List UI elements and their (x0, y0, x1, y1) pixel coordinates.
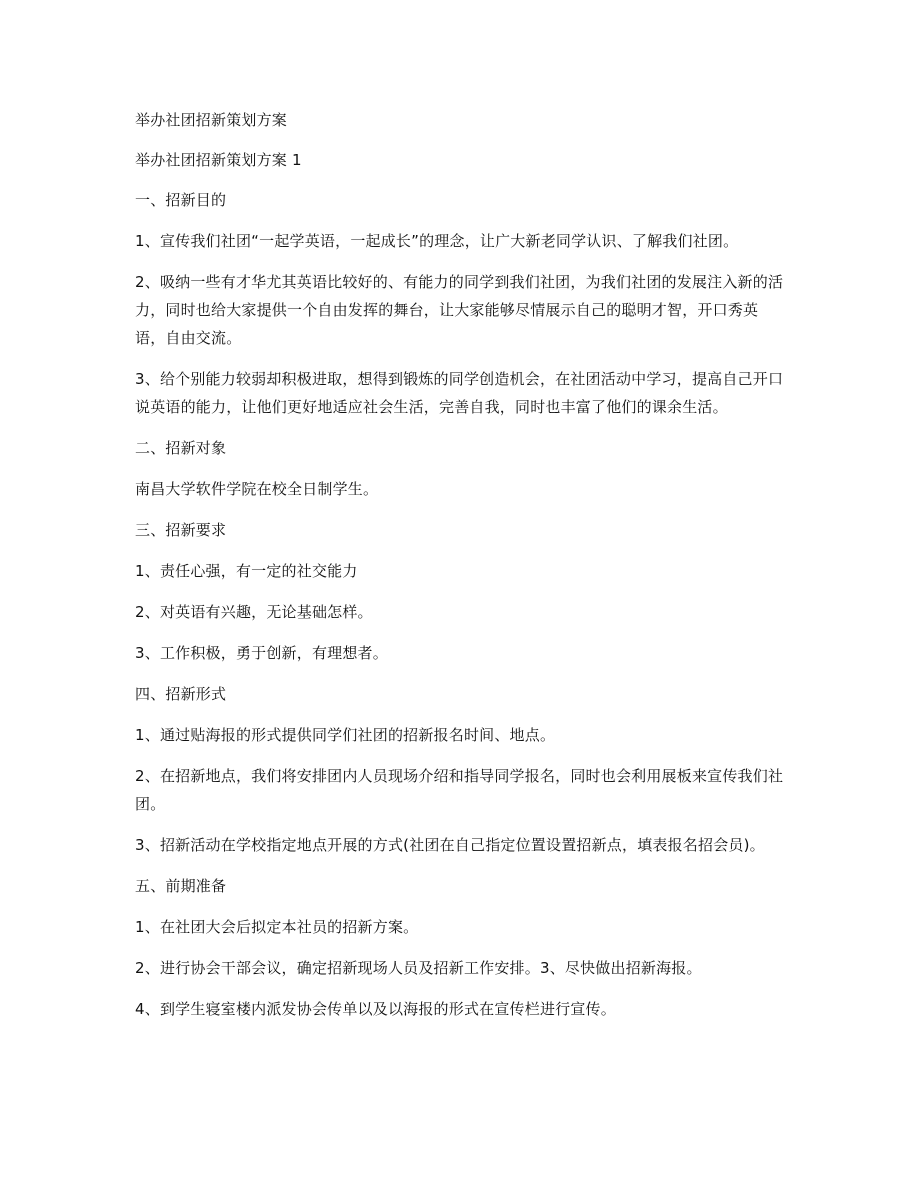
document-title: 举办社团招新策划方案 (135, 111, 288, 129)
section-heading-target: 二、招新对象 (135, 439, 227, 457)
target-text: 南昌大学软件学院在校全日制学生。 (135, 480, 379, 498)
requirement-item-3: 3、工作积极，勇于创新，有理想者。 (135, 644, 388, 662)
section-heading-format: 四、招新形式 (135, 685, 227, 703)
requirement-item-2: 2、对英语有兴趣，无论基础怎样。 (135, 603, 373, 621)
section-heading-purpose: 一、招新目的 (135, 191, 227, 209)
preparation-item-2: 2、进行协会干部会议，确定招新现场人员及招新工作安排。3、尽快做出招新海报。 (135, 959, 702, 977)
document-subtitle: 举办社团招新策划方案 1 (135, 151, 302, 169)
document-body (135, 106, 785, 1036)
purpose-item-2: 2、吸纳一些有才华尤其英语比较好的、有能力的同学到我们社团，为我们社团的发展注入新的活力，同时也给大家提供一个自由发挥的舞台，让大家能够尽情展示自己的聪明才智，开口秀英语，自由交流。 (135, 273, 784, 347)
preparation-item-4: 4、到学生寝室楼内派发协会传单以及以海报的形式在宣传栏进行宣传。 (135, 1000, 616, 1018)
section-heading-requirements: 三、招新要求 (135, 521, 227, 539)
preparation-item-1: 1、在社团大会后拟定本社员的招新方案。 (135, 918, 419, 936)
purpose-item-3: 3、给个别能力较弱却积极进取，想得到锻炼的同学创造机会，在社团活动中学习，提高自己开口说英语的能力，让他们更好地适应社会生活，完善自我，同时也丰富了他们的课余生活。 (135, 370, 784, 416)
requirement-item-1: 1、责任心强，有一定的社交能力 (135, 562, 358, 580)
format-item-1: 1、通过贴海报的形式提供同学们社团的招新报名时间、地点。 (135, 726, 556, 744)
section-heading-preparation: 五、前期准备 (135, 877, 227, 895)
format-item-3: 3、招新活动在学校指定地点开展的方式(社团在自己指定位置设置招新点，填表报名招会员)。 (135, 836, 765, 854)
purpose-item-1: 1、宣传我们社团“一起学英语，一起成长”的理念，让广大新老同学认识、了解我们社团。 (135, 232, 739, 250)
format-item-2: 2、在招新地点，我们将安排团内人员现场介绍和指导同学报名，同时也会利用展板来宣传我们社团。 (135, 767, 784, 813)
